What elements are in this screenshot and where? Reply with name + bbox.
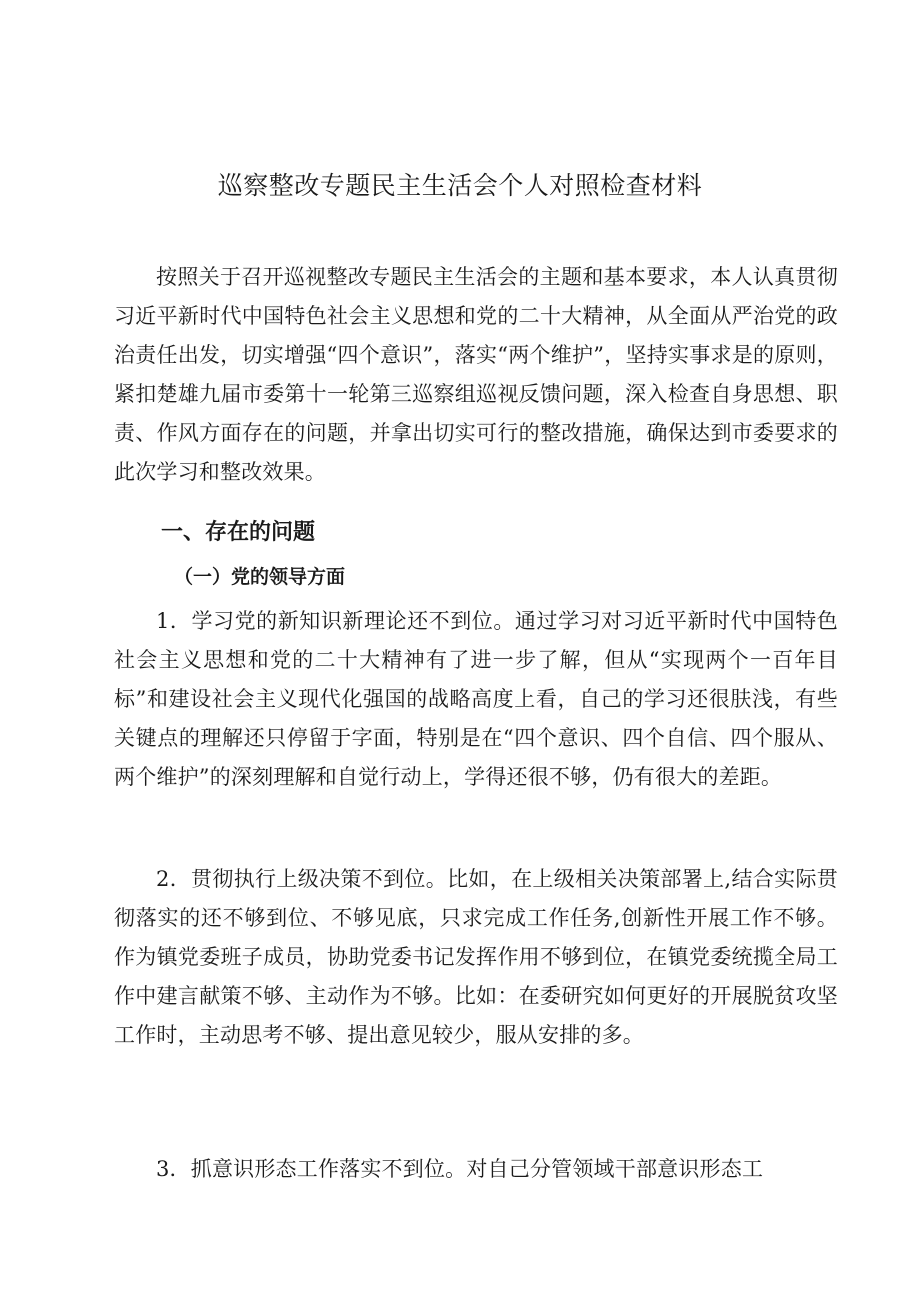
document-title: 巡察整改专题民主生活会个人对照检查材料 (217, 171, 703, 200)
item-paragraph-2: 2．贯彻执行上级决策不到位。比如，在上级相关决策部署上,结合实际贯彻落实的还不够到位、不够见底，只求完成工作任务,创新性开展工作不够。作为镇党委班子成员，协助党委书记发挥作用不够到位，在镇党委统揽全局工作中建言献策不够、主动作为不够。比如：在委研究如何更好的开展脱贫攻坚工作时，主动思考不够、提出意见较少，服从安排的多。 (114, 867, 838, 1047)
item-paragraph-3: 3．抓意识形态工作落实不到位。对自己分管领域干部意识形态工 (156, 1157, 764, 1181)
intro-paragraph: 按照关于召开巡视整改专题民主生活会的主题和基本要求，本人认真贯彻习近平新时代中国特色社会主义思想和党的二十大精神，从全面从严治党的政治责任出发，切实增强“四个意识”，落实“两个维护”，坚持实事求是的原则，紧扣楚雄九届市委第十一轮第三巡察组巡视反馈问题，深入检查自身思想、职责、作风方面存在的问题，并拿出切实可行的整改措施，确保达到市委要求的此次学习和整改效果。 (114, 265, 838, 484)
subsection-heading-party-leadership: （一）党的领导方面 (174, 566, 346, 588)
section-heading-problems: 一、存在的问题 (161, 520, 316, 545)
item-paragraph-1: 1．学习党的新知识新理论还不到位。通过学习对习近平新时代中国特色社会主义思想和党的二十大精神有了进一步了解，但从“实现两个一百年目标”和建设社会主义现代化强国的战略高度上看，自己的学习还很肤浅，有些关键点的理解还只停留于字面，特别是在“四个意识、四个自信、四个服从、两个维护”的深刻理解和自觉行动上，学得还很不够，仍有很大的差距。 (114, 609, 838, 789)
